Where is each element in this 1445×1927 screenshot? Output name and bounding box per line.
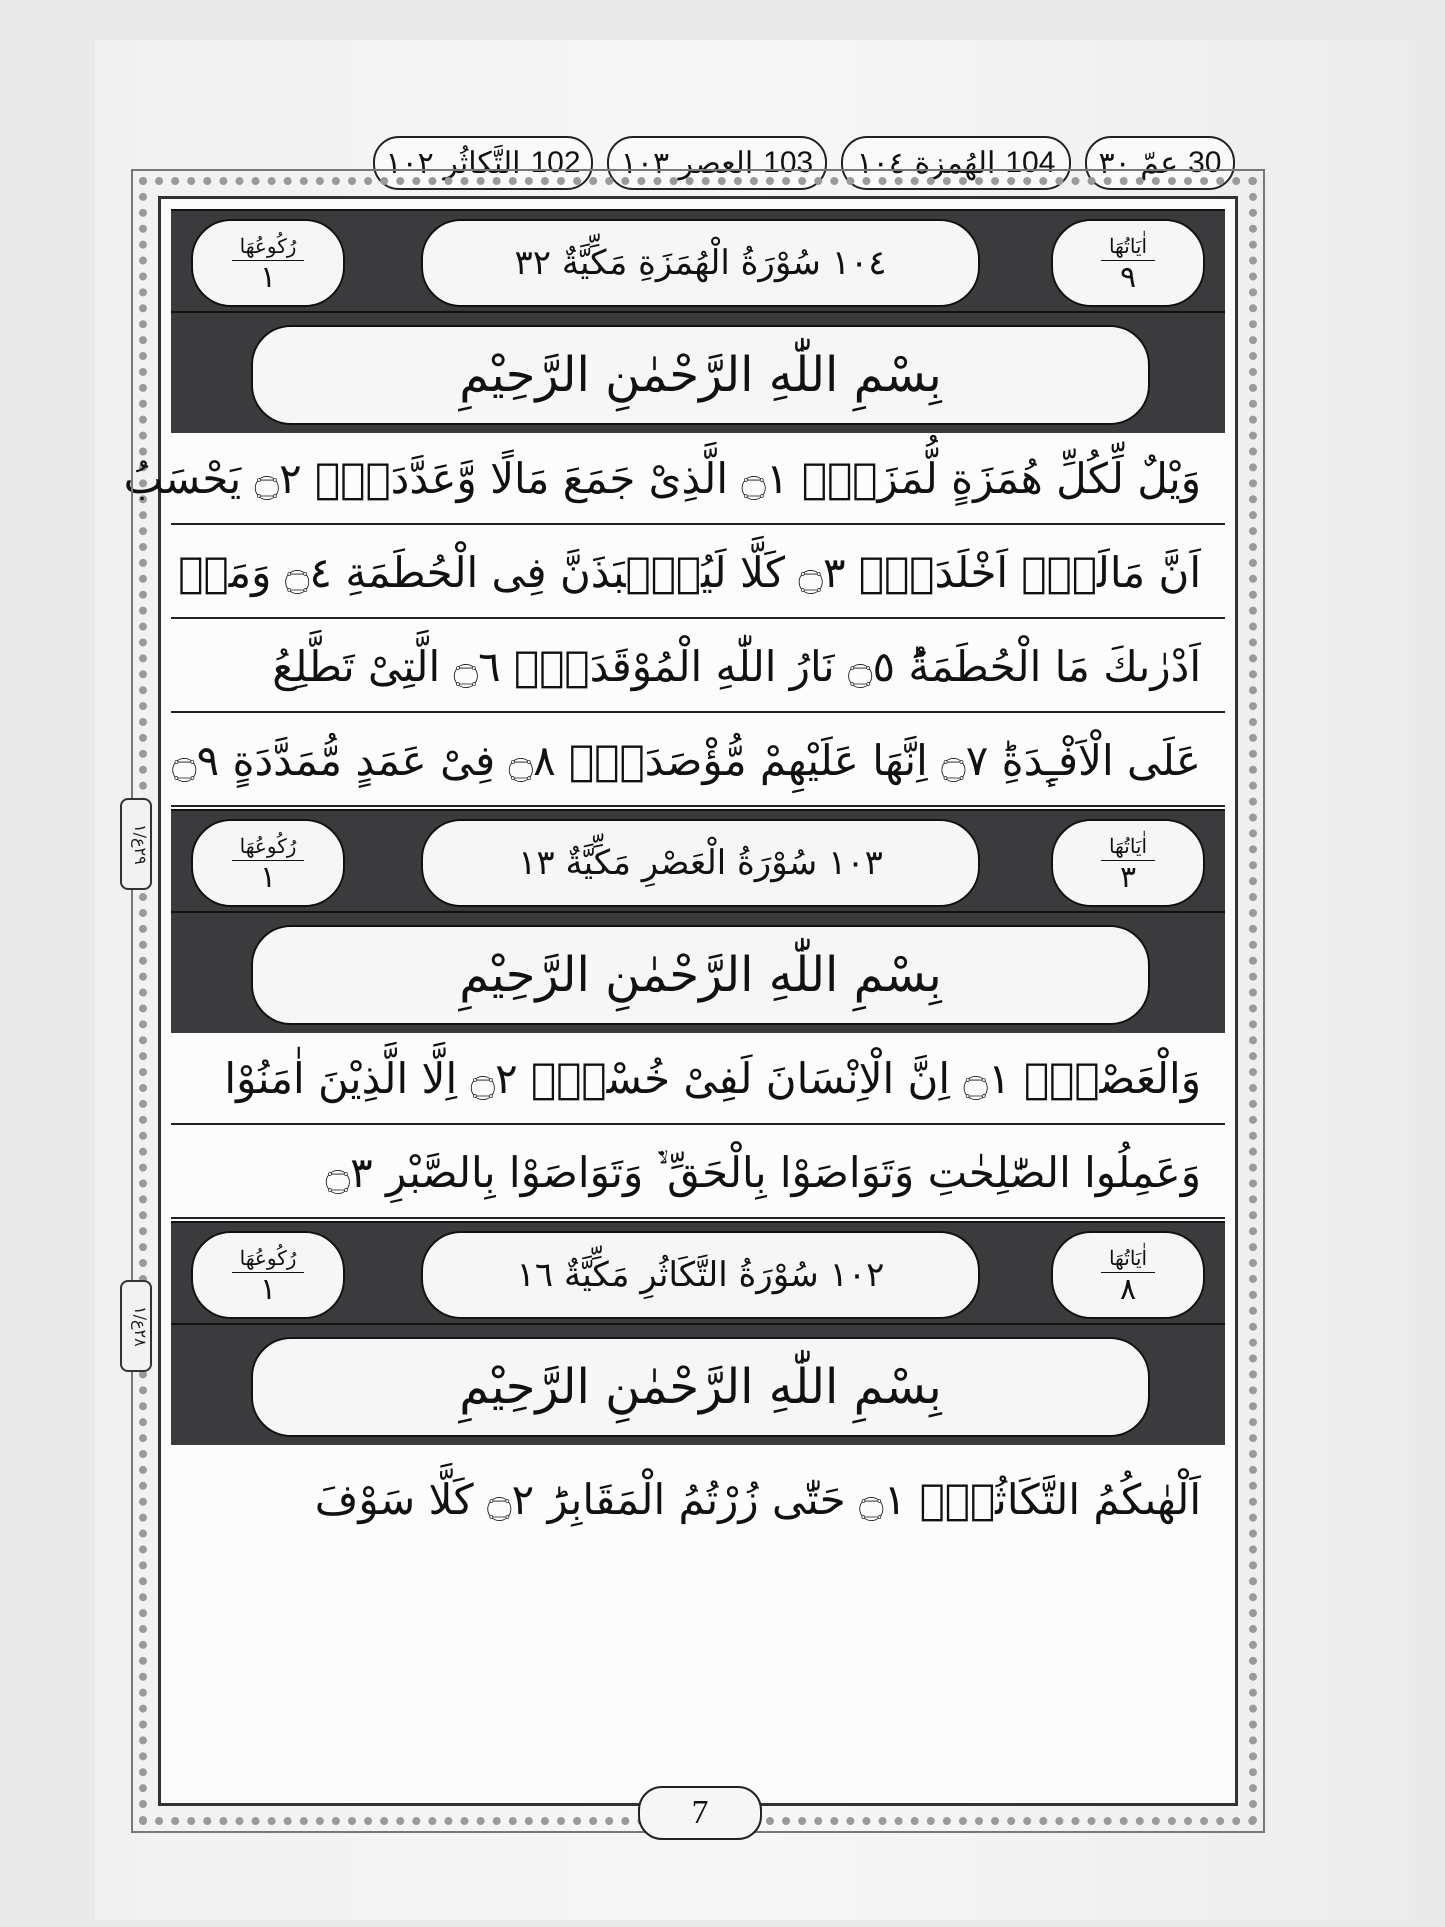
juz-label — [1085, 136, 1235, 190]
surah-104-label — [841, 136, 1071, 190]
ayat-label: اٰیَاتُهَا — [1101, 234, 1155, 261]
basmala-band — [171, 911, 1225, 1035]
ayat-count-box — [1051, 219, 1205, 307]
surah-title: ١٠٢ سُوْرَةُ التَّكَاثُرِ مَكِّيَّةٌ ١٦ — [421, 1231, 980, 1319]
basmala: بِسْمِ اللّٰهِ الرَّحْمٰنِ الرَّحِيْمِ — [251, 325, 1150, 425]
surah-102-number: 102 — [530, 146, 581, 179]
verse-line: وَالْعَصْرِۙ ۝١ اِنَّ الْاِنْسَانَ لَفِیْ خُسْرٍۙ ۝٢ اِلَّا الَّذِیْنَ اٰمَنُوْا — [171, 1033, 1225, 1125]
verse-line: عَلَى الْاَفْـِٕدَةِؕ ۝٧ اِنَّهَا عَلَیْهِمْ مُّؤْصَدَةٌۙ ۝٨ فِیْ عَمَدٍ مُّمَدَّدَةٍ ۝٩ — [171, 715, 1225, 807]
ayat-count: ۸ — [1119, 1272, 1137, 1306]
surah-104-number: 104 — [1005, 146, 1056, 179]
basmala-band — [171, 311, 1225, 435]
ruku-count: ۱ — [259, 260, 277, 294]
juz-name: عمّ ۳۰ — [1098, 145, 1179, 181]
verse-line: وَعَمِلُوا الصّٰلِحٰتِ وَتَوَاصَوْا بِالْحَقِّ ۙ۬ وَتَوَاصَوْا بِالصَّبْرِ ۝٣ — [171, 1127, 1225, 1219]
surah-title-band — [171, 1221, 1225, 1325]
surah-title: ١٠٤ سُوْرَةُ الْهُمَزَةِ مَكِّيَّةٌ ٣٢ — [421, 219, 980, 307]
surah-102-name: التَّكاثُر ١٠٢ — [385, 145, 521, 181]
ruku-marker: ۱/٢٨ع — [120, 1280, 152, 1372]
ruku-label: رُكُوعُهَا — [232, 834, 305, 861]
basmala: بِسْمِ اللّٰهِ الرَّحْمٰنِ الرَّحِيْمِ — [251, 925, 1150, 1025]
verse-line: اَدْرٰىكَ مَا الْحُطَمَةُؕ ۝٥ نَارُ اللّٰهِ الْمُوْقَدَةُۙ ۝٦ الَّتِیْ تَطَّلِعُ — [171, 621, 1225, 713]
ruku-count-box — [191, 219, 345, 307]
surah-103-name: العصر ١٠٣ — [620, 145, 754, 181]
ruku-label: رُكُوعُهَا — [232, 1246, 305, 1273]
surah-103-number: 103 — [763, 146, 814, 179]
surah-104-name: الهُمزة ١٠٤ — [856, 145, 996, 181]
ayat-label: اٰیَاتُهَا — [1101, 1246, 1155, 1273]
page-header — [155, 134, 1235, 192]
ruku-count: ۱ — [259, 860, 277, 894]
ayat-label: اٰیَاتُهَا — [1101, 834, 1155, 861]
surah-title: ١٠٣ سُوْرَةُ الْعَصْرِ مَكِّيَّةٌ ١٣ — [421, 819, 980, 907]
verse-line: وَيْلٌ لِّكُلِّ هُمَزَةٍ لُّمَزَةِۙ ۝١ الَّذِیْ جَمَعَ مَالًا وَّعَدَّدَهٗۙ ۝٢ يَحْسَبُ — [171, 433, 1225, 525]
ruku-label: رُكُوعُهَا — [232, 234, 305, 261]
ayat-count-box — [1051, 1231, 1205, 1319]
basmala: بِسْمِ اللّٰهِ الرَّحْمٰنِ الرَّحِيْمِ — [251, 1337, 1150, 1437]
page-number: 7 — [638, 1786, 762, 1840]
ruku-count-box — [191, 819, 345, 907]
ruku-marker: ۱/٢٩ع — [120, 798, 152, 890]
verse-line: اَنَّ مَالَهٗۤ اَخْلَدَهٗۚ ۝٣ كَلَّا لَیُنْۢبَذَنَّ فِی الْحُطَمَةِ ۝٤ وَمَاۤ — [171, 527, 1225, 619]
surah-102-label — [373, 136, 593, 190]
ayat-count: ۳ — [1119, 860, 1137, 894]
ruku-count-box — [191, 1231, 345, 1319]
juz-number: 30 — [1188, 146, 1222, 179]
ayat-count: ۹ — [1119, 260, 1137, 294]
basmala-band — [171, 1323, 1225, 1447]
ruku-count: ۱ — [259, 1272, 277, 1306]
verse-line: اَلْهٰىكُمُ التَّكَاثُرُۙ ۝١ حَتّٰى زُرْتُمُ الْمَقَابِرَؕ ۝٢ كَلَّا سَوْفَ — [171, 1445, 1225, 1555]
ayat-count-box — [1051, 819, 1205, 907]
surah-title-band — [171, 209, 1225, 313]
surah-103-label — [607, 136, 827, 190]
surah-title-band — [171, 809, 1225, 913]
